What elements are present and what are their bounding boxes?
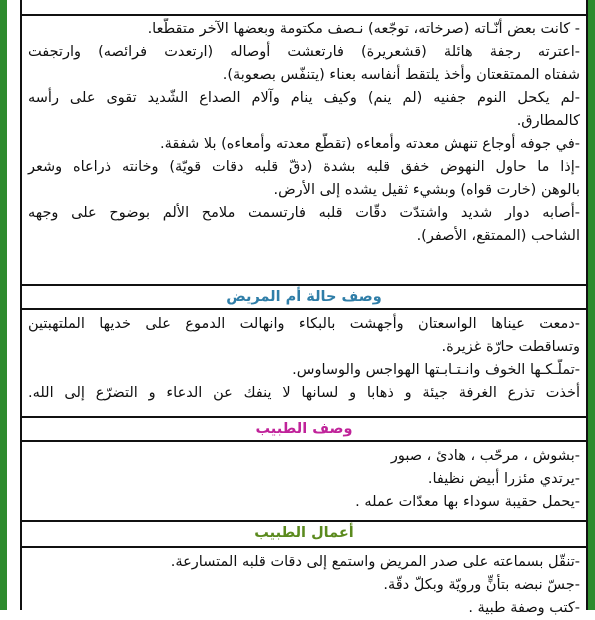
top-rule [22,14,586,16]
text-line: -بشوش ، مرحّب ، هادئ ، صبور [390,448,580,464]
doctor-actions-heading-cell [22,520,586,544]
doctor-description-cell [22,440,586,520]
section-heading: وصف الطبيب [255,421,353,437]
content-table [20,0,588,616]
text-line: -تملّـكـها الخوف وانـتـابـتها الهواجس والوساوس. [292,362,580,378]
text-line: أخذت تذرع الغرفة جيئة و ذهابا و لسانها لا ينفك عن الدعاء و التضرّع إلى الله. [28,385,580,401]
mother-heading-cell [22,284,586,308]
doctor-actions-cell [22,546,586,616]
doctor-heading-cell [22,416,586,440]
text-line: -دمعت عيناها الواسعتان وأجهشت بالبكاء وانهالت الدموع على خديها الملتهبتين [28,316,580,332]
text-line: شفتاه الممتقعتان وأخذ يلتقط أنفاسه بعناء (يتنفّس بصعوبة). [222,67,580,83]
text-line: -كتب وصفة طبية . [468,600,580,616]
text-line: -أصابه دوار شديد واشتدّت دقّات قلبه فارتسمت ملامح الألم بوضوح على وجهه [28,205,580,221]
text-line: بالوهن (خارت قواه) وبشيء ثقيل يشده إلى الأرض. [273,182,580,198]
text-line: -في جوفه أوجاع تنهش معدته وأمعاءه (تقطّع معدته وأمعاءه) بلا شفقة. [160,136,580,152]
text-line: -اعترته رجفة هائلة (قشعريرة) فارتعشت أوصاله (ارتعدت فرائصه) وارتجفت [28,44,580,60]
text-line: -جسّ نبضه بتأنٍّ ورويّة وبكلّ دقّة. [383,577,580,593]
mother-state-cell [22,308,586,416]
text-line: -إذا ما حاول النهوض خفق قلبه بشدة (دقّ قلبه دقات قويّة) وخانته ذراعاه وشعر [28,159,580,175]
text-line: - كانت بعض أنّـاته (صرخاته، توجّعه) نـصف مكتومة وبعضها الآخر متقطّعا. [147,21,580,37]
text-line: وتساقطت حارّة غزيرة. [441,339,580,355]
text-line: -لم يكحل النوم جفنيه (لم ينم) وكيف ينام وآلام الصداع الشّديد تقوى على رأسه [28,90,580,106]
section-heading: أعمال الطبيب [254,525,354,541]
section-heading: وصف حالة أم المريض [226,289,382,305]
text-line: الشاحب (الممتقع، الأصفر). [416,228,580,244]
text-line: -يرتدي مئزرا أبيض نظيفا. [427,471,580,487]
text-line: -تنقّل بسماعته على صدر المريض واستمع إلى دقات قلبه المتسارعة. [170,554,580,570]
text-line: كالمطارق. [516,113,580,129]
text-line: -يحمل حقيبة سوداء بها معدّات عمله . [355,494,580,510]
patient-state-cell [22,14,586,281]
